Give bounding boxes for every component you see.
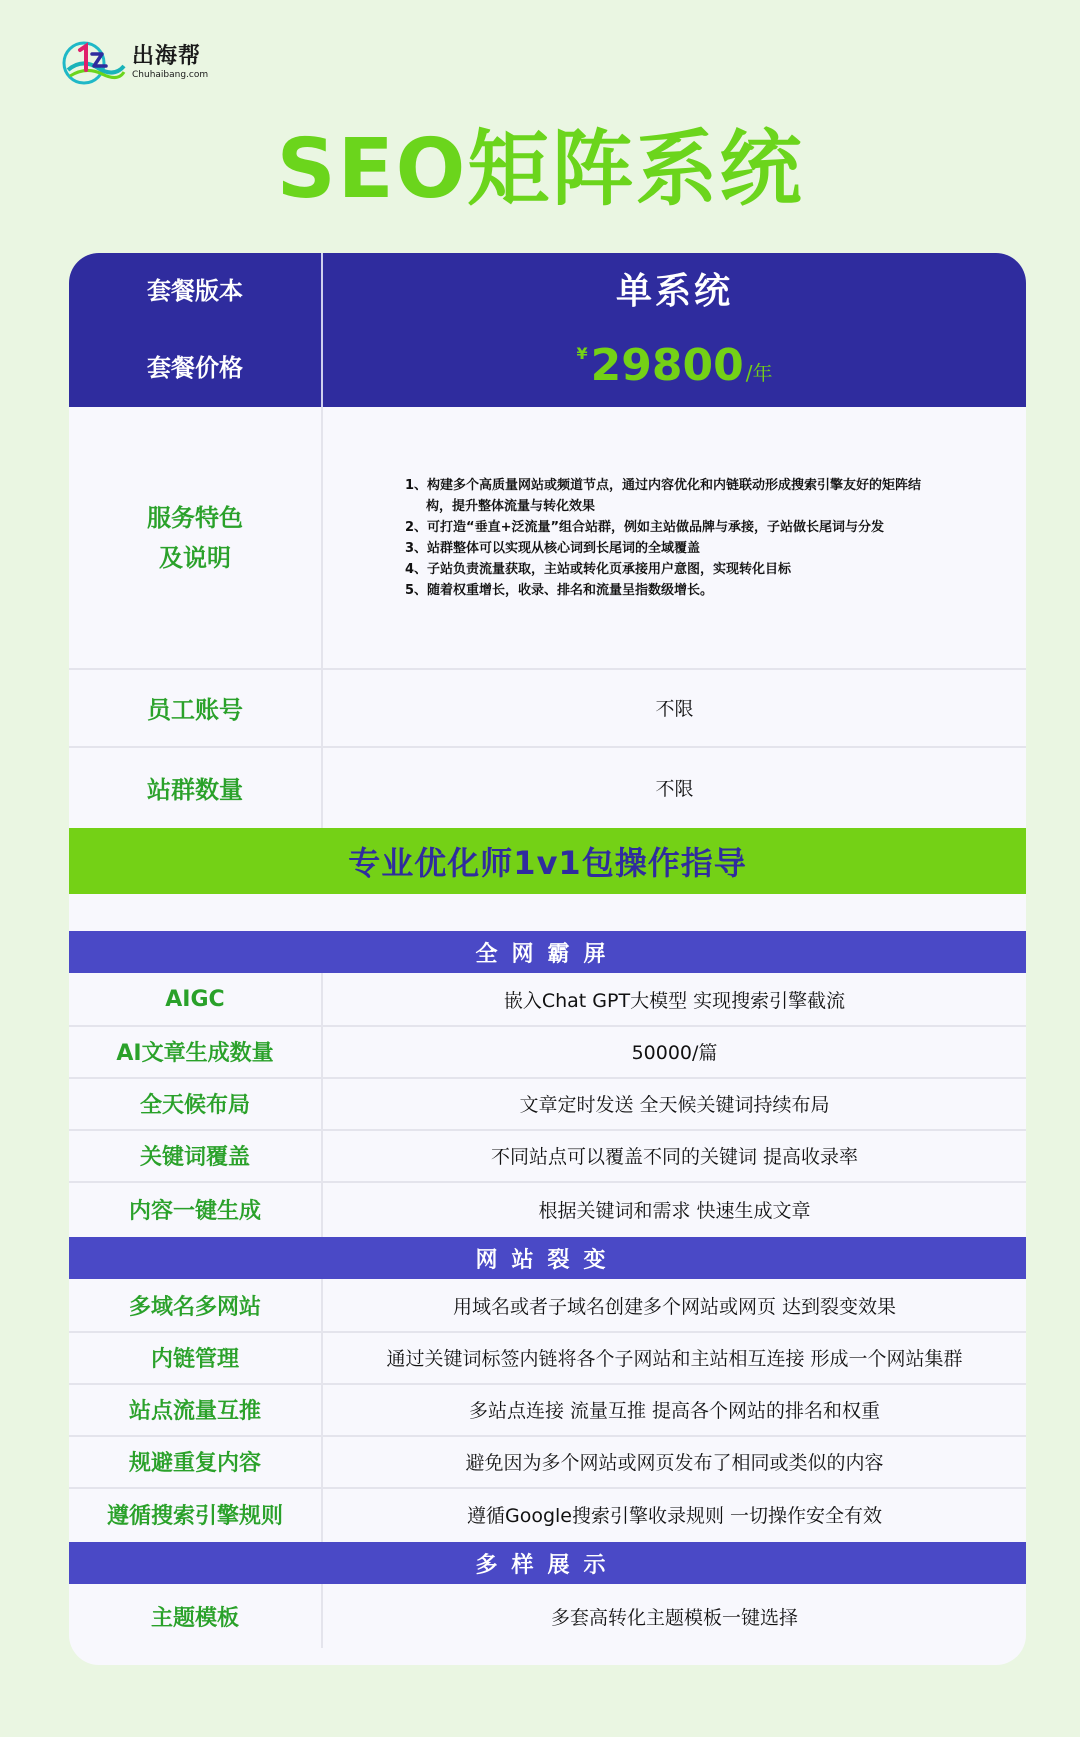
row-label: 站点流量互推 — [69, 1383, 323, 1435]
price-currency: ¥ — [576, 343, 588, 363]
plan-price-label: 套餐价格 — [69, 323, 323, 407]
row-label: 规避重复内容 — [69, 1435, 323, 1487]
table-row — [69, 1025, 1026, 1079]
price-display — [577, 340, 773, 391]
features-label — [69, 407, 323, 668]
plan-price-row — [69, 323, 1026, 407]
row-value: 根据关键词和需求 快速生成文章 — [538, 1199, 811, 1222]
row-label: AI文章生成数量 — [69, 1025, 323, 1077]
logo-name-cn: 出海帮 — [132, 44, 202, 69]
price-unit: /年 — [745, 360, 773, 385]
staff-accounts-row — [69, 668, 1026, 748]
site-count-row — [69, 746, 1026, 828]
table-row — [69, 1181, 1026, 1237]
feature-item: 3、站群整体可以实现从核心词到长尾词的全域覆盖 — [405, 540, 701, 556]
features-label-line1: 服务特色 — [147, 503, 243, 532]
features-label-line2: 及说明 — [159, 543, 231, 572]
guidance-banner: 专业优化师1v1包操作指导 — [69, 828, 1026, 894]
price-amount: 29800 — [590, 339, 744, 391]
site-count-label: 站群数量 — [69, 746, 323, 828]
row-value: 50000/篇 — [631, 1041, 718, 1064]
row-value: 不同站点可以覆盖不同的关键词 提高收录率 — [490, 1145, 859, 1168]
staff-accounts-label: 员工账号 — [69, 668, 323, 746]
feature-item: 1、构建多个高质量网站或频道节点，通过内容优化和内链联动形成搜索引擎友好的矩阵结构，提升整体流量与转化效果 — [405, 477, 922, 514]
section-title-site-fission: 网站裂变 — [69, 1237, 1026, 1279]
row-label: 内链管理 — [69, 1331, 323, 1383]
table-row — [69, 1077, 1026, 1131]
feature-item: 2、可打造“垂直+泛流量”组合站群，例如主站做品牌与承接，子站做长尾词与分发 — [405, 519, 885, 535]
table-row — [69, 1383, 1026, 1437]
row-label: 全天候布局 — [69, 1077, 323, 1129]
brand-logo — [62, 40, 208, 86]
row-label: 主题模板 — [69, 1584, 323, 1648]
row-value: 多站点连接 流量互推 提高各个网站的排名和权重 — [468, 1399, 881, 1422]
row-label: 关键词覆盖 — [69, 1129, 323, 1181]
row-value: 文章定时发送 全天候关键词持续布局 — [519, 1093, 830, 1116]
row-label: 多域名多网站 — [69, 1279, 323, 1331]
table-row — [69, 1584, 1026, 1648]
feature-item: 5、随着权重增长，收录、排名和流量呈指数级增长。 — [405, 582, 714, 598]
features-list — [405, 475, 936, 601]
row-label: 内容一键生成 — [69, 1181, 323, 1237]
row-value: 通过关键词标签内链将各个子网站和主站相互连接 形成一个网站集群 — [386, 1347, 963, 1370]
table-row — [69, 973, 1026, 1027]
table-row — [69, 1435, 1026, 1489]
row-label: 遵循搜索引擎规则 — [69, 1487, 323, 1542]
chuhaibang-logo-icon — [62, 40, 126, 86]
feature-item: 4、子站负责流量获取，主站或转化页承接用户意图，实现转化目标 — [405, 561, 792, 577]
site-count-value: 不限 — [655, 777, 694, 800]
plan-version-row — [69, 253, 1026, 325]
table-row — [69, 1129, 1026, 1183]
logo-name-en: Chuhaibang.com — [132, 70, 209, 80]
section-title-diverse-display: 多样展示 — [69, 1542, 1026, 1584]
section-title-full-network: 全网霸屏 — [69, 931, 1026, 973]
table-row — [69, 1331, 1026, 1385]
row-value: 用域名或者子域名创建多个网站或网页 达到裂变效果 — [452, 1295, 897, 1318]
staff-accounts-value: 不限 — [655, 697, 694, 720]
row-label: AIGC — [69, 973, 323, 1025]
table-row — [69, 1279, 1026, 1333]
row-value: 遵循Google搜索引擎收录规则 一切操作安全有效 — [466, 1505, 883, 1527]
page-title: SEO矩阵系统 — [276, 122, 804, 217]
plan-version-label: 套餐版本 — [69, 253, 323, 323]
row-value: 嵌入Chat GPT大模型 实现搜索引擎截流 — [503, 989, 846, 1012]
pricing-card — [69, 253, 1026, 1665]
table-row — [69, 1487, 1026, 1542]
row-value: 多套高转化主题模板一键选择 — [550, 1606, 798, 1629]
row-value: 避免因为多个网站或网页发布了相同或类似的内容 — [465, 1451, 884, 1474]
plan-version-value: 单系统 — [615, 270, 733, 312]
features-row — [69, 407, 1026, 670]
